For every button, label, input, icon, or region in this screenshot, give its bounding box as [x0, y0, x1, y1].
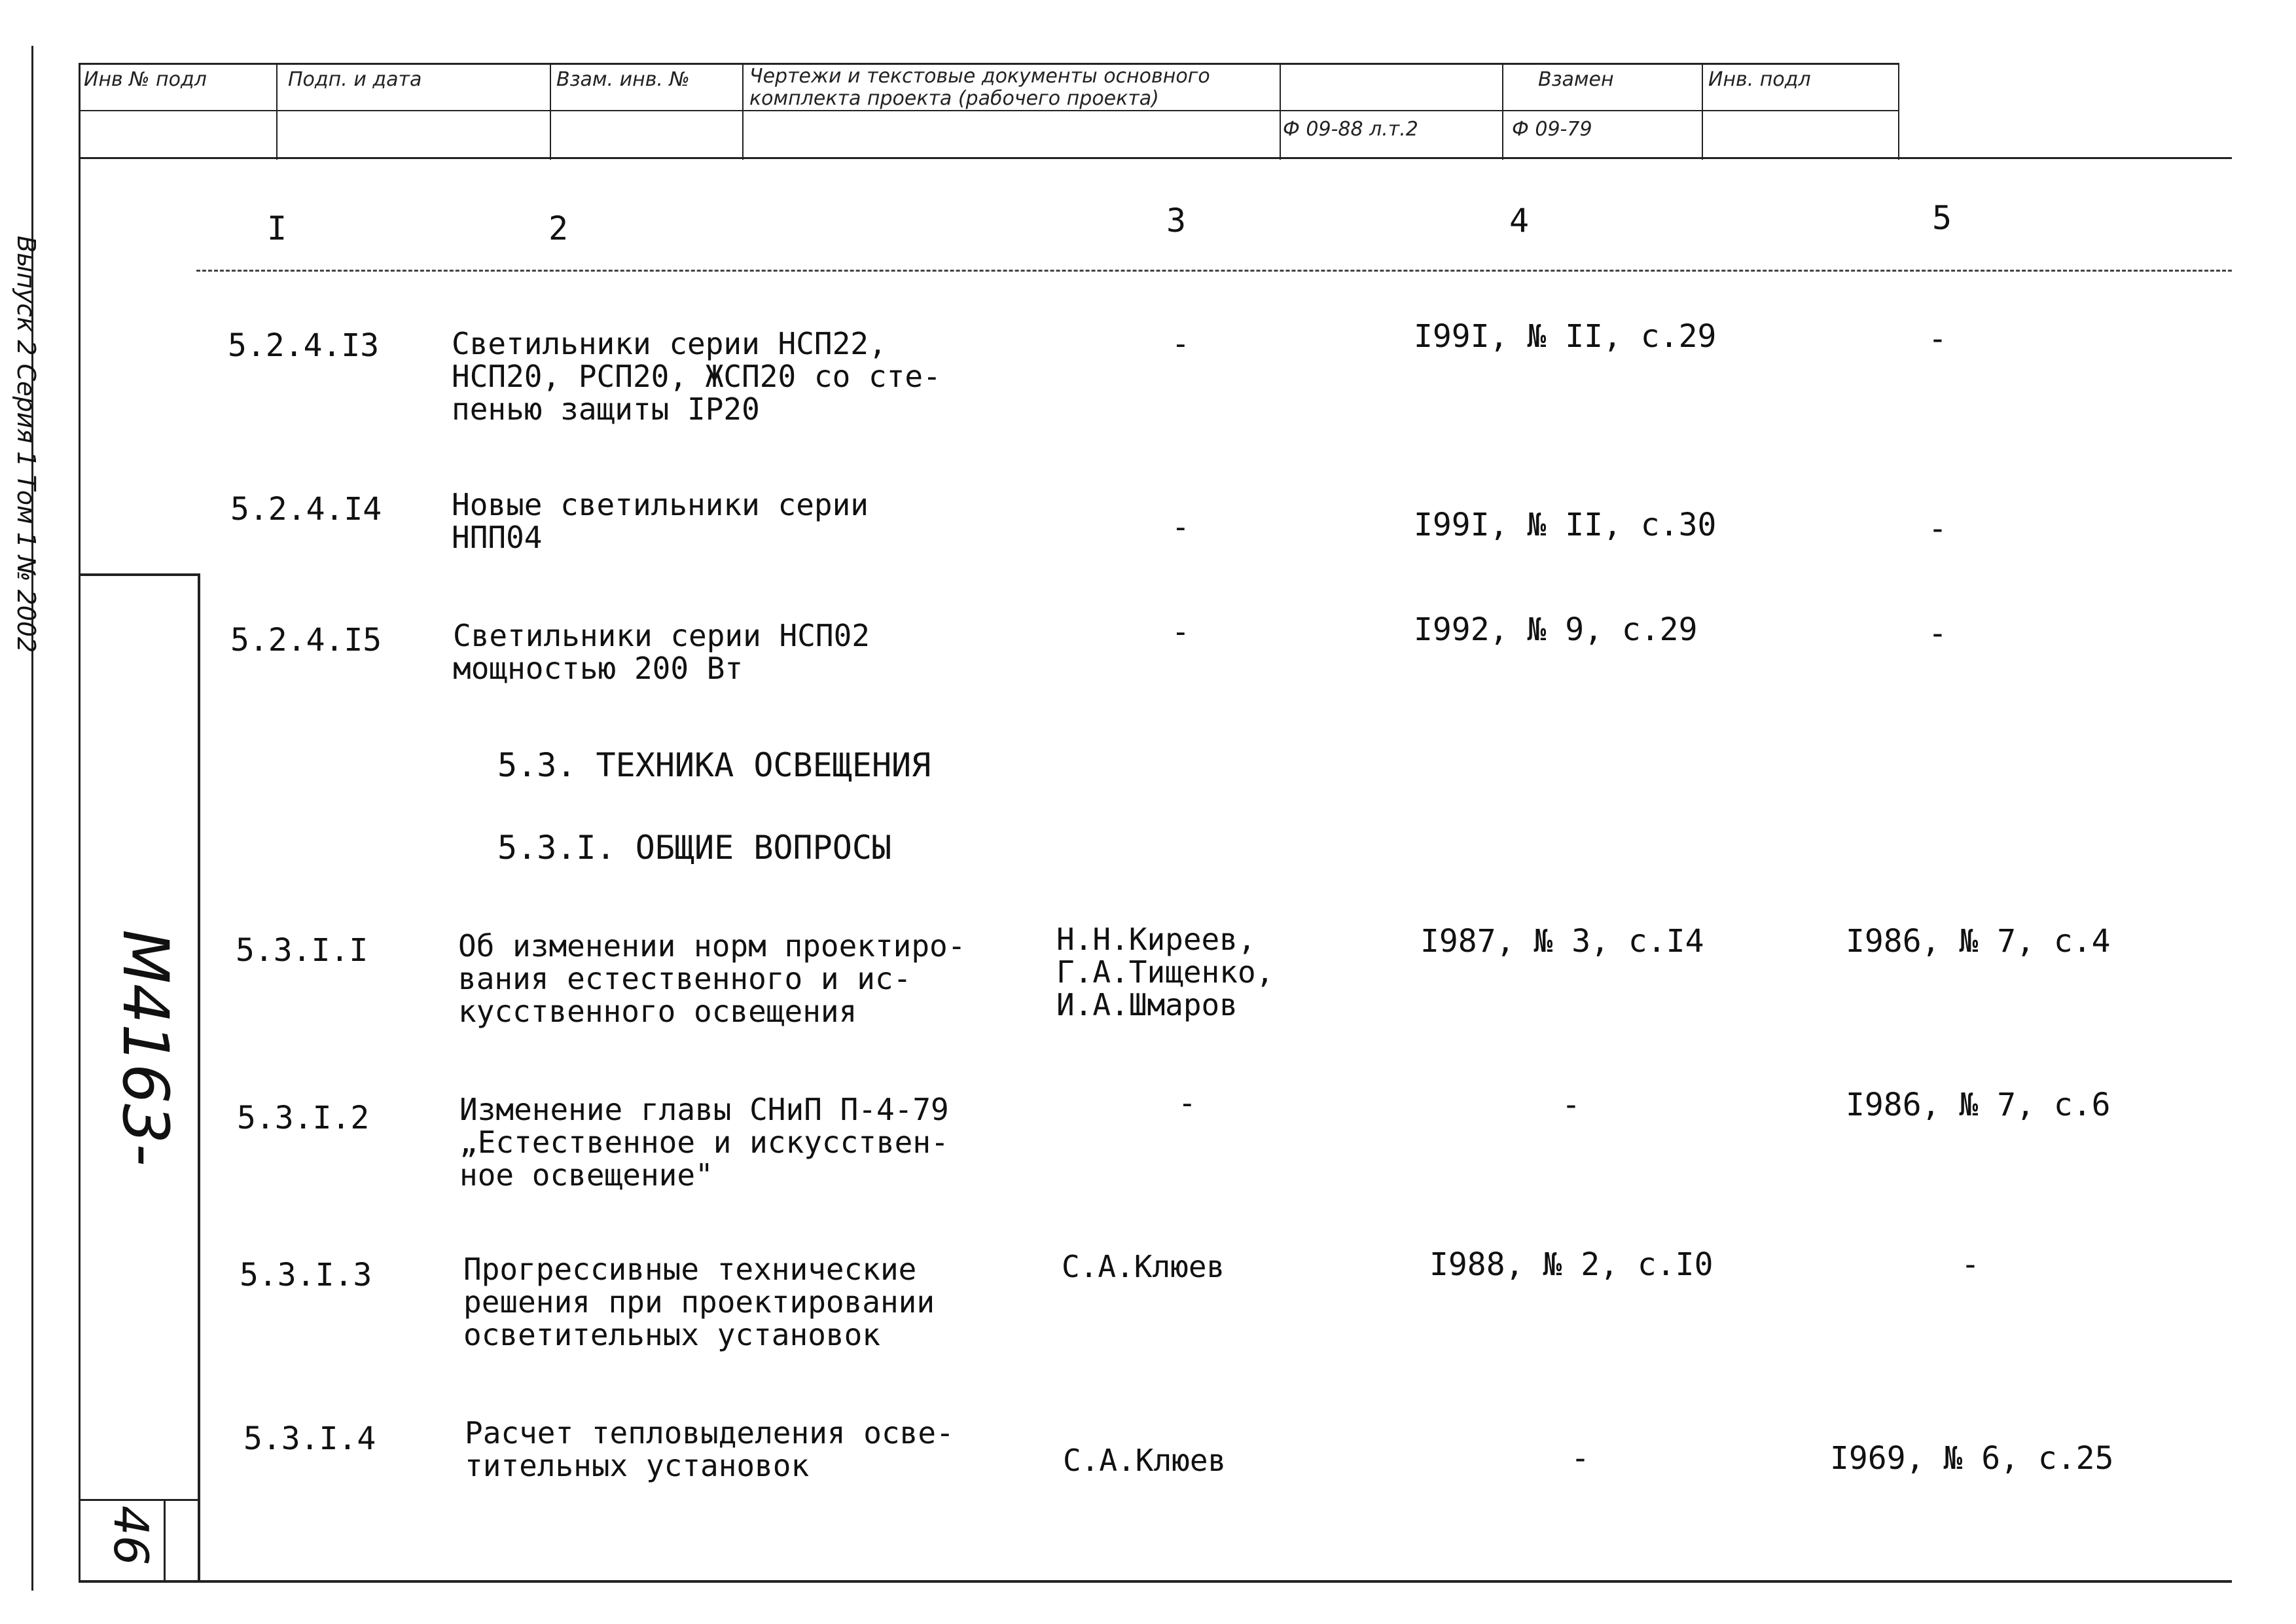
- column-number: I: [267, 209, 287, 247]
- row-ref-journal: I99I, № II, с.29: [1414, 318, 1717, 355]
- column-number: 5: [1932, 199, 1952, 237]
- row-author: -: [1178, 1085, 1196, 1121]
- subsection-heading: 5.3.I. ОБЩИЕ ВОПРОСЫ: [497, 829, 892, 867]
- stamp-cell-sign-date: Подп. и дата: [288, 68, 422, 91]
- stamp-cell-replace-inv: Взам. инв. №: [556, 68, 690, 91]
- stamp-bottom-border: [79, 157, 2232, 159]
- row-ref-journal: I99I, № II, с.30: [1414, 507, 1717, 543]
- row-ref-journal: I988, № 2, с.I0: [1429, 1246, 1713, 1283]
- row-title: Прогрессивные технические решения при проектировании осветительных установок: [463, 1252, 935, 1352]
- frame-bottom-line: [79, 1580, 2232, 1583]
- header-rule: [196, 270, 2232, 272]
- row-code: 5.3.I.3: [240, 1257, 372, 1293]
- stamp-divider: [276, 63, 278, 160]
- row-ref-previous: -: [1961, 1246, 1980, 1283]
- column-number: 3: [1166, 202, 1187, 240]
- column-number: 4: [1509, 202, 1530, 240]
- stamp-divider: [1898, 63, 1899, 160]
- column-number: 2: [548, 209, 569, 247]
- row-ref-previous: -: [1928, 511, 1947, 547]
- stamp-divider: [550, 63, 551, 160]
- row-title: Расчет тепловыделения осве- тительных установок: [465, 1415, 954, 1483]
- row-title: Об изменении норм проектиро- вания естественного и ис- кусственного освещения: [458, 928, 966, 1029]
- stamp-cell-inv-original: Инв. подл: [1708, 68, 1811, 91]
- stamp-cell-replace-label: Взамен: [1538, 68, 1614, 91]
- row-code: 5.3.I.I: [236, 932, 368, 969]
- row-ref-previous: I986, № 7, с.6: [1846, 1087, 2111, 1123]
- row-author: -: [1172, 509, 1190, 545]
- stamp-divider: [1502, 63, 1503, 160]
- row-code: 5.3.I.2: [237, 1100, 370, 1136]
- stamp-divider: [1702, 63, 1703, 160]
- row-ref-previous: -: [1928, 321, 1947, 357]
- page-number: 46: [103, 1506, 158, 1566]
- stamp-top-border: [79, 63, 1898, 65]
- row-code: 5.3.I.4: [243, 1420, 376, 1457]
- stamp-cell-documents: Чертежи и текстовые документы основного комплекта проекта (рабочего проекта): [749, 65, 1210, 110]
- archive-box-right: [198, 573, 200, 1581]
- row-author: Н.Н.Киреев, Г.А.Тищенко, И.А.Шмаров: [1056, 922, 1274, 1022]
- row-ref-previous: -: [1928, 615, 1947, 652]
- archive-number: М4163-: [109, 929, 182, 1166]
- row-code: 5.2.4.I4: [230, 491, 382, 528]
- stamp-divider: [742, 63, 744, 160]
- stamp-cell-doc-code: Ф 09-88 л.т.2: [1283, 118, 1418, 141]
- section-heading: 5.3. ТЕХНИКА ОСВЕЩЕНИЯ: [497, 746, 931, 784]
- row-author: С.А.Клюев: [1063, 1443, 1227, 1478]
- vertical-stamp-text: Выпуск 2 Серия 1 Том 1 № 2002: [12, 236, 41, 653]
- page-box-top: [79, 1499, 199, 1501]
- page-box-divider: [164, 1499, 166, 1581]
- row-ref-journal: -: [1571, 1440, 1590, 1477]
- row-code: 5.2.4.I5: [230, 622, 382, 659]
- stamp-divider: [1280, 63, 1281, 160]
- row-ref-journal: -: [1562, 1087, 1581, 1123]
- row-title: Светильники серии НСП02 мощностью 200 Вт: [453, 618, 870, 686]
- row-author: -: [1172, 614, 1190, 649]
- row-code: 5.2.4.I3: [228, 327, 380, 364]
- row-ref-journal: I992, № 9, с.29: [1414, 611, 1698, 648]
- row-author: С.А.Клюев: [1062, 1249, 1225, 1284]
- stamp-cell-inv: Инв № подл: [84, 68, 207, 91]
- row-ref-journal: I987, № 3, с.I4: [1420, 923, 1704, 960]
- row-title: Изменение главы СНиП П-4-79 „Естественное и искусствен- ное освещение": [459, 1092, 949, 1193]
- row-ref-previous: I986, № 7, с.4: [1846, 923, 2111, 960]
- archive-box-top: [79, 573, 199, 576]
- row-ref-previous: I969, № 6, с.25: [1830, 1440, 2114, 1477]
- row-author: -: [1172, 326, 1190, 361]
- row-title: Новые светильники серии НПП04: [452, 487, 869, 555]
- row-title: Светильники серии НСП22, НСП20, РСП20, ЖСП20 со сте- пенью защиты IP20: [452, 326, 941, 427]
- stamp-cell-replace-code: Ф 09-79: [1512, 118, 1592, 141]
- frame-left-line: [79, 63, 81, 1581]
